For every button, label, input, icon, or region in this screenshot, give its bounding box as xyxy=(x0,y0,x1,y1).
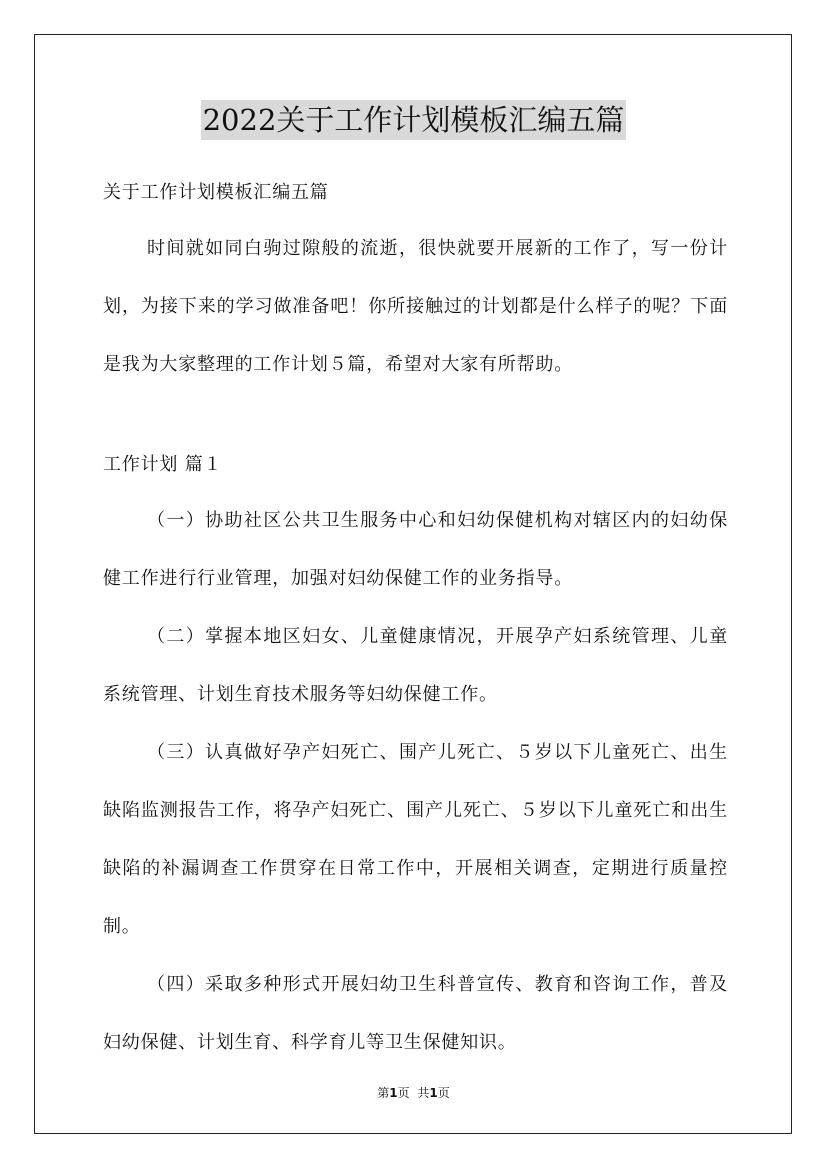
page-footer xyxy=(0,1084,827,1101)
title-container xyxy=(0,100,827,140)
page-number: 1 xyxy=(389,1086,398,1100)
page-prefix: 第 xyxy=(377,1086,390,1100)
document-title: 2022关于工作计划模板汇编五篇 xyxy=(201,100,627,140)
intro-paragraph: 时间就如同白驹过隙般的流逝，很快就要开展新的工作了，写一份计划，为接下来的学习做准备吧！你所接触过的计划都是什么样子的呢？下面是我为大家整理的工作计划５篇，希望对大家有所帮助。 xyxy=(103,238,728,375)
paragraph-2: （二）掌握本地区妇女、儿童健康情况，开展孕产妇系统管理、儿童系统管理、计划生育技术服务等妇幼保健工作。 xyxy=(103,626,728,705)
paragraph-3: （三）认真做好孕产妇死亡、围产儿死亡、５岁以下儿童死亡、出生缺陷监测报告工作，将孕产妇死亡、围产儿死亡、５岁以下儿童死亡和出生缺陷的补漏调查工作贯穿在日常工作中，开展相关调查，定期进行质量控制。 xyxy=(103,742,728,937)
intro-section xyxy=(103,220,728,394)
section-heading: 工作计划 篇１ xyxy=(103,454,223,475)
paragraph-1: （一）协助社区公共卫生服务中心和妇幼保健机构对辖区内的妇幼保健工作进行行业管理，加强对妇幼保健工作的业务指导。 xyxy=(103,510,728,589)
total-suffix: 页 xyxy=(437,1086,450,1100)
total-pages: 1 xyxy=(429,1086,438,1100)
total-prefix: 共 xyxy=(417,1086,430,1100)
document-subtitle: 关于工作计划模板汇编五篇 xyxy=(103,182,329,203)
section-body xyxy=(103,492,728,1072)
paragraph-4: （四）采取多种形式开展妇幼卫生科普宣传、教育和咨询工作，普及妇幼保健、计划生育、科学育儿等卫生保健知识。 xyxy=(103,974,728,1053)
page-suffix: 页 xyxy=(397,1086,410,1100)
